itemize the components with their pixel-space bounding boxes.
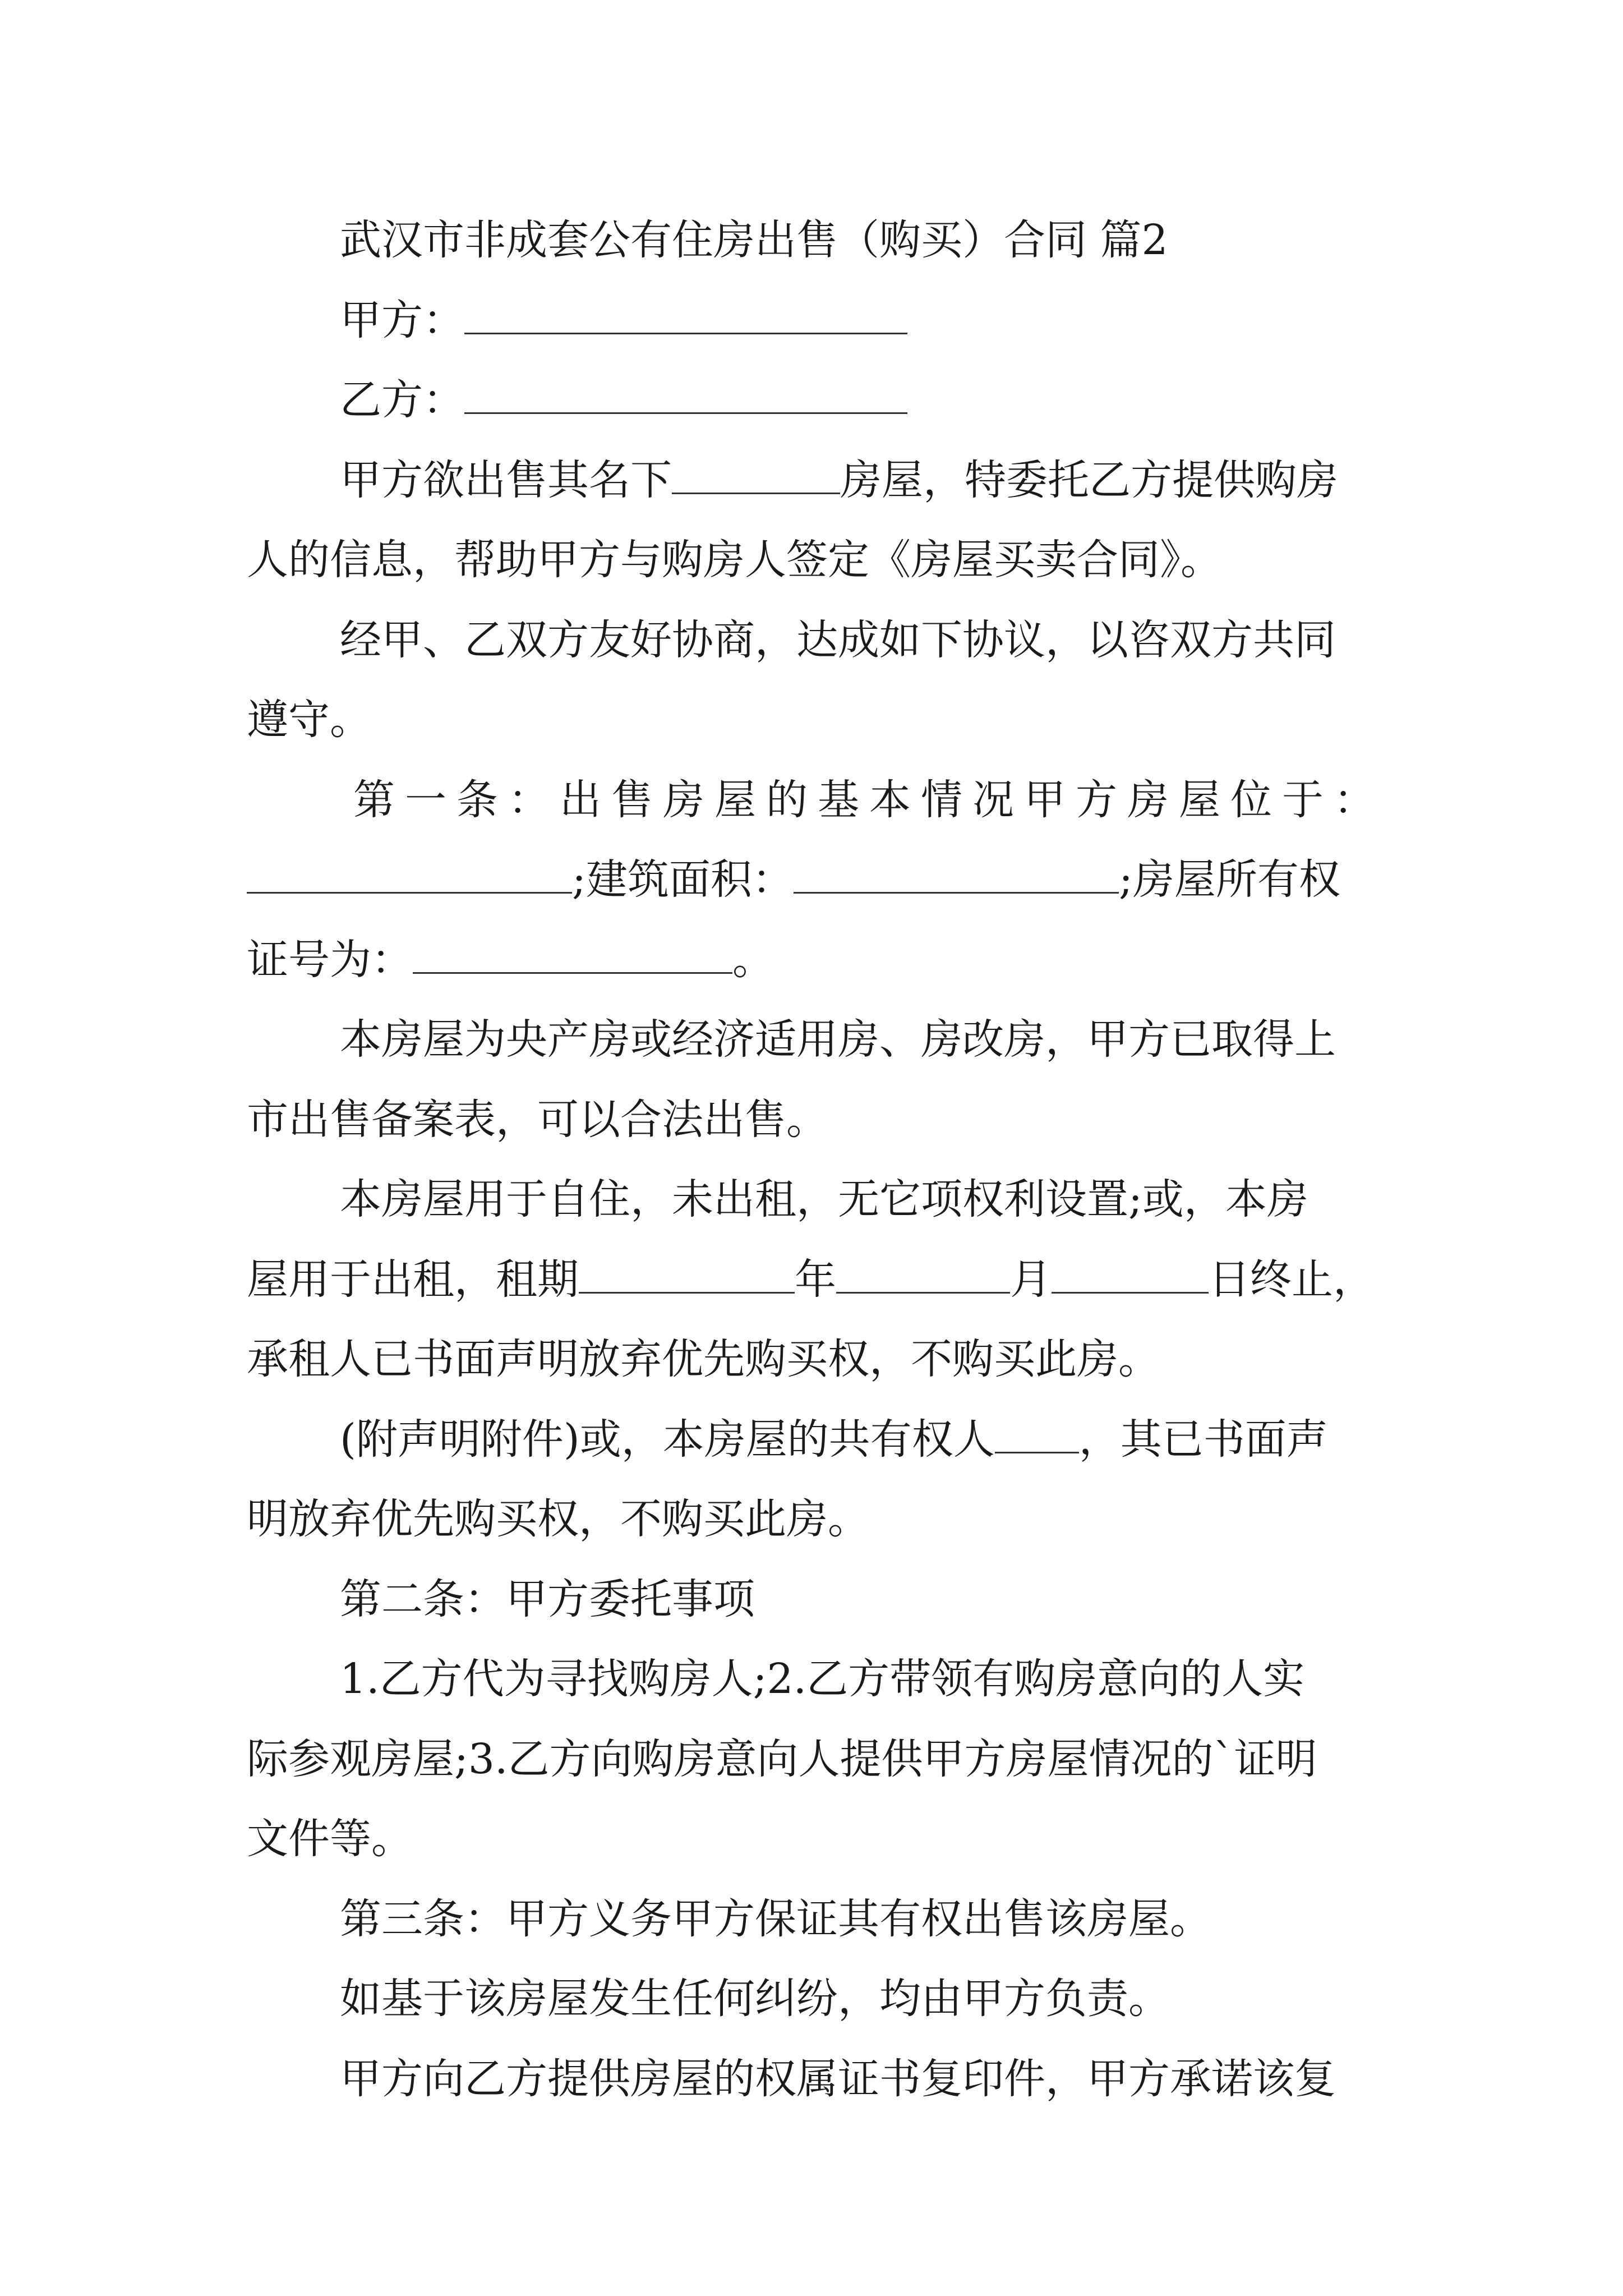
- paragraph-3-line-1: 本房屋为央产房或经济适用房、房改房，甲方已取得上: [340, 1015, 1336, 1064]
- paragraph-6-line-3: 文件等。: [247, 1815, 413, 1863]
- paragraph-5-line-1: (附声明附件)或，本房屋的共有权人 ，其已书面声: [340, 1412, 1328, 1466]
- paragraph-4-line-2: 屋用于出租，租期 年 月 日终止，: [247, 1253, 1375, 1306]
- party-a-blank[interactable]: [464, 293, 907, 334]
- article-1-line-3: 证号为： 。: [247, 933, 774, 987]
- paragraph-5-line-2: 明放弃优先购买权，不购买此房。: [247, 1495, 869, 1543]
- lease-day-blank[interactable]: [1052, 1253, 1209, 1294]
- lease-year-blank[interactable]: [579, 1253, 795, 1294]
- article-1-line-1: 第一条：出售房屋的基本情况甲方房屋位于：: [353, 776, 1375, 824]
- document-title: 武汉市非成套公有住房出售（购买）合同 篇2: [340, 216, 1168, 264]
- paragraph-2-line-2: 遵守。: [247, 696, 371, 744]
- paragraph-6-line-1: 1.乙方代为寻找购房人;2.乙方带领有购房意向的人实: [340, 1655, 1305, 1703]
- paragraph-6-line-2: 际参观房屋;3.乙方向购房意向人提供甲方房屋情况的`证明: [247, 1735, 1317, 1783]
- paragraph-1-line-1: 甲方欲出售其名下 房屋，特委托乙方提供购房: [340, 453, 1338, 507]
- party-b-blank[interactable]: [464, 373, 907, 414]
- article-2-heading: 第二条：甲方委托事项: [340, 1575, 755, 1623]
- paragraph-3-line-2: 市出售备案表，可以合法出售。: [247, 1096, 828, 1144]
- paragraph-2-line-1: 经甲、乙双方友好协商，达成如下协议，以咨双方共同: [340, 616, 1336, 664]
- party-a-line: 甲方：: [340, 293, 907, 347]
- property-name-blank[interactable]: [672, 453, 840, 494]
- co-owner-blank[interactable]: [995, 1412, 1079, 1453]
- area-blank[interactable]: [794, 853, 1119, 894]
- lease-month-blank[interactable]: [836, 1253, 1010, 1294]
- location-blank[interactable]: [247, 853, 572, 894]
- paragraph-7-line: 如基于该房屋发生任何纠纷，均由甲方负责。: [340, 1975, 1170, 2023]
- article-3-line: 第三条：甲方义务甲方保证其有权出售该房屋。: [340, 1895, 1211, 1943]
- paragraph-8-line: 甲方向乙方提供房屋的权属证书复印件，甲方承诺该复: [340, 2055, 1336, 2103]
- paragraph-4-line-3: 承租人已书面声明放弃优先购买权，不购买此房。: [247, 1335, 1160, 1383]
- party-b-line: 乙方：: [340, 373, 907, 427]
- paragraph-1-line-2: 人的信息，帮助甲方与购房人签定《房屋买卖合同》。: [247, 536, 1222, 584]
- paragraph-4-line-1: 本房屋用于自住，未出租，无它项权利设置;或，本房: [340, 1175, 1308, 1223]
- certificate-number-blank[interactable]: [413, 933, 732, 974]
- article-1-line-2: ;建筑面积： ;房屋所有权: [247, 853, 1340, 907]
